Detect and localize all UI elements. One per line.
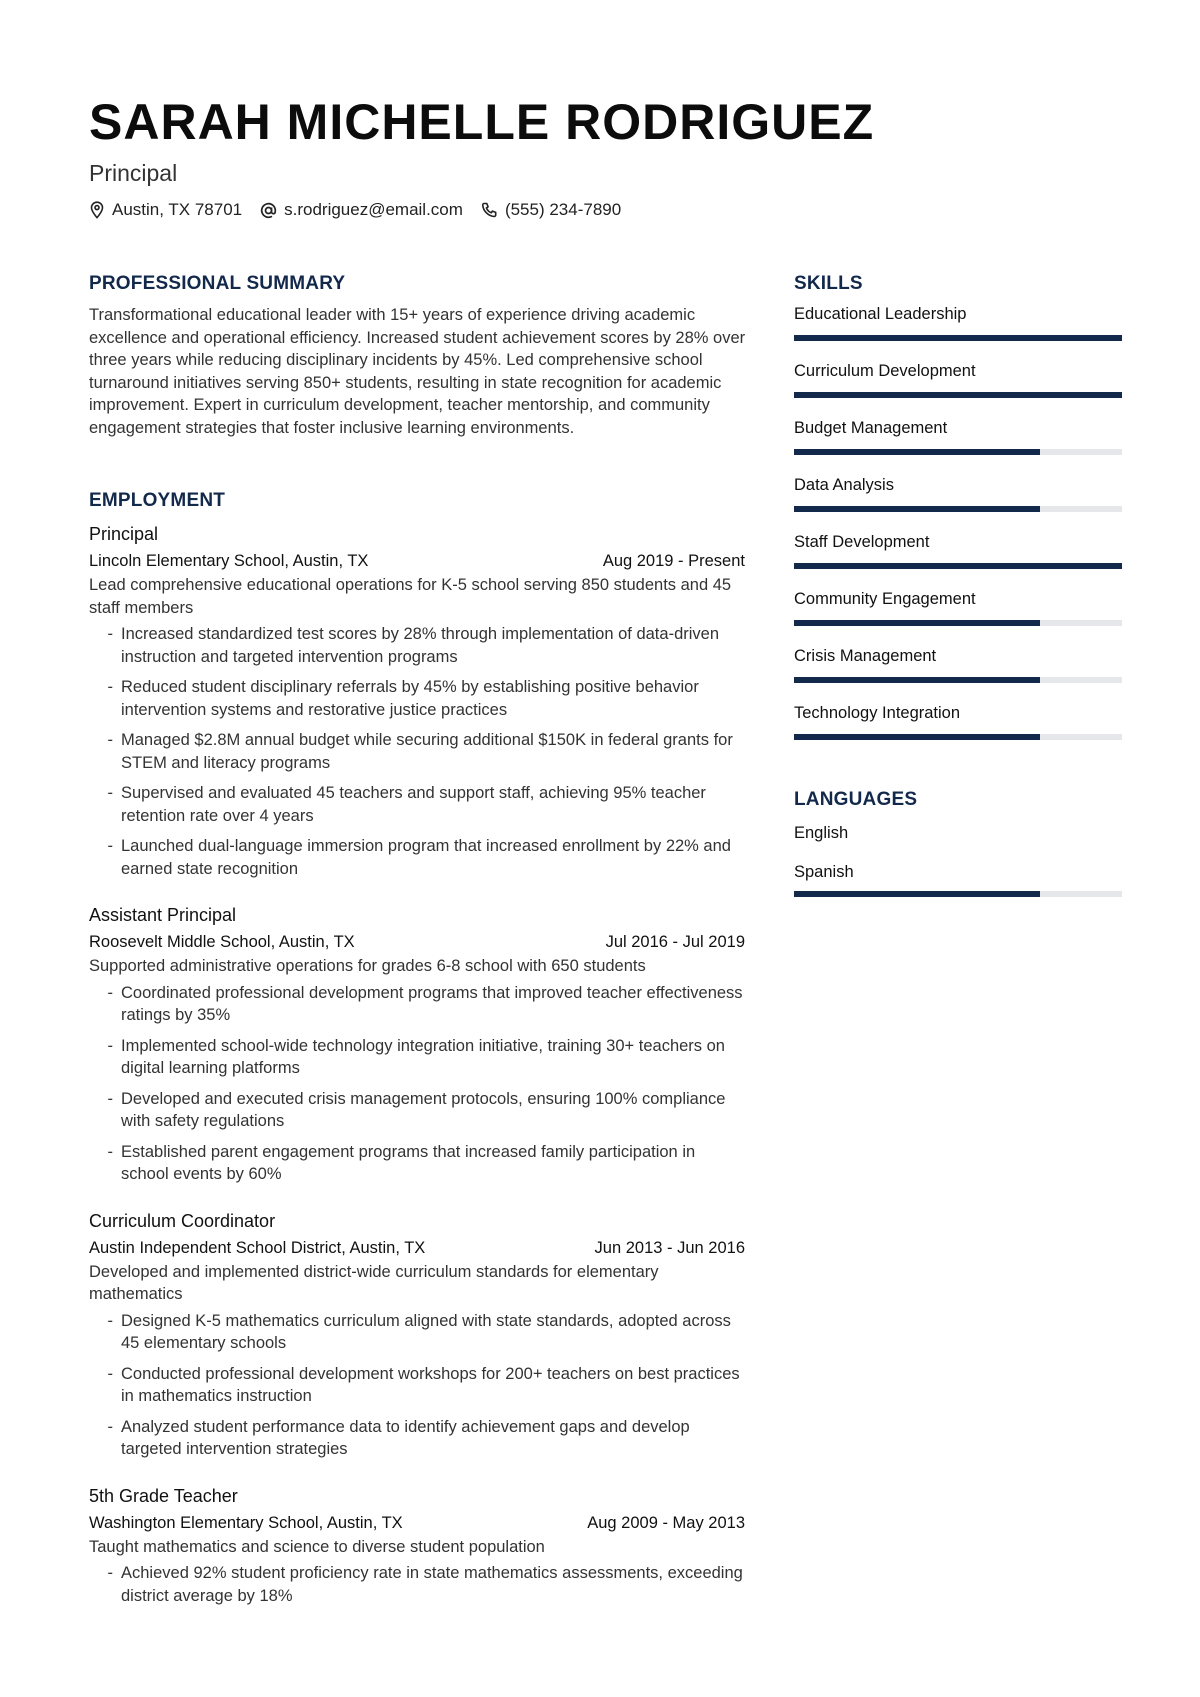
job-title: Curriculum Coordinator <box>89 1210 276 1231</box>
skill-name: Staff Development <box>794 533 930 551</box>
skill-name: Technology Integration <box>794 704 961 722</box>
languages-heading: LANGUAGES <box>794 789 918 810</box>
skill-level-bar <box>794 392 1122 398</box>
skill-level-fill <box>794 620 1040 626</box>
skill-level-bar <box>794 677 1122 683</box>
list-item: - Designed K-5 mathematics curriculum aligned with state standards, adopted across 45 elementary schools <box>107 1311 731 1352</box>
skill-level-bar <box>794 506 1122 512</box>
skill-name: Community Engagement <box>794 590 976 608</box>
summary-heading: PROFESSIONAL SUMMARY <box>89 273 346 294</box>
skill-level-fill <box>794 392 1122 398</box>
contact-location-text: Austin, TX 78701 <box>112 200 243 219</box>
skill-name: Budget Management <box>794 419 948 437</box>
skill-level-bar <box>794 449 1122 455</box>
candidate-name: SARAH MICHELLE RODRIGUEZ <box>89 94 875 150</box>
job-title: Principal <box>89 524 159 544</box>
job-employer: Washington Elementary School, Austin, TX <box>89 1513 403 1532</box>
skill-item <box>794 417 1124 455</box>
list-item: - Coordinated professional development programs that improved teacher effectiveness ratings by 35% <box>107 983 743 1024</box>
contact-email[interactable] <box>260 200 463 220</box>
summary-text: Transformational educational leader with 15+ years of experience driving academic excellence and operational efficiency. Increased student achievement scores by 28% over three years while reducing disciplinary incidents by 45%. Led comprehensive school turnaround initiatives serving 850+ students, resulting in state recognition for academic improvement. Expert in curriculum development, teacher mentorship, and community engagement strategies that foster inclusive learning environments. <box>89 306 746 437</box>
job-dates: Jun 2013 - Jun 2016 <box>594 1238 745 1257</box>
list-item: - Supervised and evaluated 45 teachers and support staff, achieving 95% teacher retention rate over 4 years <box>107 784 706 825</box>
job-description: Lead comprehensive educational operations for K-5 school serving 850 students and 45 staff members <box>89 576 732 617</box>
phone-icon <box>481 202 498 219</box>
job-meta <box>89 548 745 574</box>
job-entry <box>89 902 745 1186</box>
job-employer: Roosevelt Middle School, Austin, TX <box>89 933 355 951</box>
skill-item <box>794 531 1124 569</box>
skill-level-fill <box>794 506 1040 512</box>
skills-heading: SKILLS <box>794 273 863 294</box>
skill-level-fill <box>794 734 1040 740</box>
skill-item <box>794 645 1124 683</box>
skill-level-bar <box>794 335 1122 341</box>
job-employer: Lincoln Elementary School, Austin, TX <box>89 552 369 570</box>
contact-phone-text: (555) 234-7890 <box>504 200 622 219</box>
job-description: Developed and implemented district-wide curriculum standards for elementary mathematics <box>89 1262 659 1303</box>
language-level-fill <box>794 891 1040 897</box>
skill-level-fill <box>794 563 1122 569</box>
skill-item <box>794 360 1124 398</box>
contact-phone[interactable] <box>481 200 621 220</box>
skill-name: Data Analysis <box>794 476 894 494</box>
job-description: Taught mathematics and science to diverse student population <box>89 1537 545 1556</box>
skill-item <box>794 702 1124 740</box>
language-level-bar <box>794 891 1122 897</box>
skill-name: Crisis Management <box>794 647 937 665</box>
job-bullets <box>89 623 745 880</box>
job-description: Supported administrative operations for grades 6-8 school with 650 students <box>89 957 646 975</box>
contact-bar <box>89 200 639 220</box>
list-item: - Established parent engagement programs that increased family participation in school events by 60% <box>107 1142 696 1183</box>
list-item: - Conducted professional development workshops for 200+ teachers on best practices in mathematics instruction <box>107 1364 740 1405</box>
list-item: - Implemented school-wide technology integration initiative, training 30+ teachers on digital learning platforms <box>107 1036 725 1077</box>
job-bullets <box>89 982 745 1186</box>
skill-level-bar <box>794 620 1122 626</box>
skill-item <box>794 303 1124 341</box>
languages-list <box>794 822 1124 897</box>
job-dates: Aug 2009 - May 2013 <box>587 1513 745 1532</box>
skill-level-fill <box>794 677 1040 683</box>
main-column <box>89 272 745 1615</box>
job-employer: Austin Independent School District, Austin, TX <box>89 1238 426 1257</box>
job-meta <box>89 1235 745 1261</box>
job-title: 5th Grade Teacher <box>89 1485 238 1506</box>
skill-item <box>794 474 1124 512</box>
job-title: Assistant Principal <box>89 905 237 925</box>
job-meta <box>89 1510 745 1536</box>
job-bullets <box>89 1562 745 1607</box>
language-name: English <box>794 824 849 842</box>
job-entry <box>89 521 745 880</box>
job-bullets <box>89 1310 745 1461</box>
list-item: - Managed $2.8M annual budget while securing additional $150K in federal grants for STEM and literacy programs <box>107 731 733 772</box>
list-item: - Launched dual-language immersion program that increased enrollment by 22% and earned state recognition <box>107 837 731 878</box>
contact-location <box>89 200 242 220</box>
job-dates: Jul 2016 - Jul 2019 <box>605 933 745 951</box>
at-sign-icon <box>260 202 277 219</box>
candidate-title: Principal <box>89 160 178 186</box>
list-item: - Developed and executed crisis management protocols, ensuring 100% compliance with safety regulations <box>107 1089 726 1130</box>
employment-heading: EMPLOYMENT <box>89 490 226 511</box>
skill-level-fill <box>794 449 1040 455</box>
skill-name: Curriculum Development <box>794 362 976 380</box>
list-item: - Analyzed student performance data to identify achievement gaps and develop targeted intervention strategies <box>107 1417 690 1458</box>
skill-level-fill <box>794 335 1122 341</box>
job-meta <box>89 929 745 955</box>
job-entry <box>89 1483 745 1608</box>
side-column <box>794 272 1124 897</box>
skills-list <box>794 303 1124 740</box>
contact-email-text: s.rodriguez@email.com <box>284 200 463 219</box>
list-item: - Reduced student disciplinary referrals by 45% by establishing positive behavior intervention systems and restorative justice practices <box>107 678 699 719</box>
skill-level-bar <box>794 734 1122 740</box>
skill-level-bar <box>794 563 1122 569</box>
list-item: - Increased standardized test scores by 28% through implementation of data-driven instruction and targeted intervention programs <box>107 625 720 666</box>
language-name: Spanish <box>794 863 854 881</box>
list-item: - Achieved 92% student proficiency rate in state mathematics assessments, exceeding district average by 18% <box>107 1564 743 1605</box>
location-pin-icon <box>89 201 105 219</box>
skill-item <box>794 588 1124 626</box>
job-dates: Aug 2019 - Present <box>602 552 745 570</box>
skill-name: Educational Leadership <box>794 305 967 323</box>
job-entry <box>89 1208 745 1461</box>
